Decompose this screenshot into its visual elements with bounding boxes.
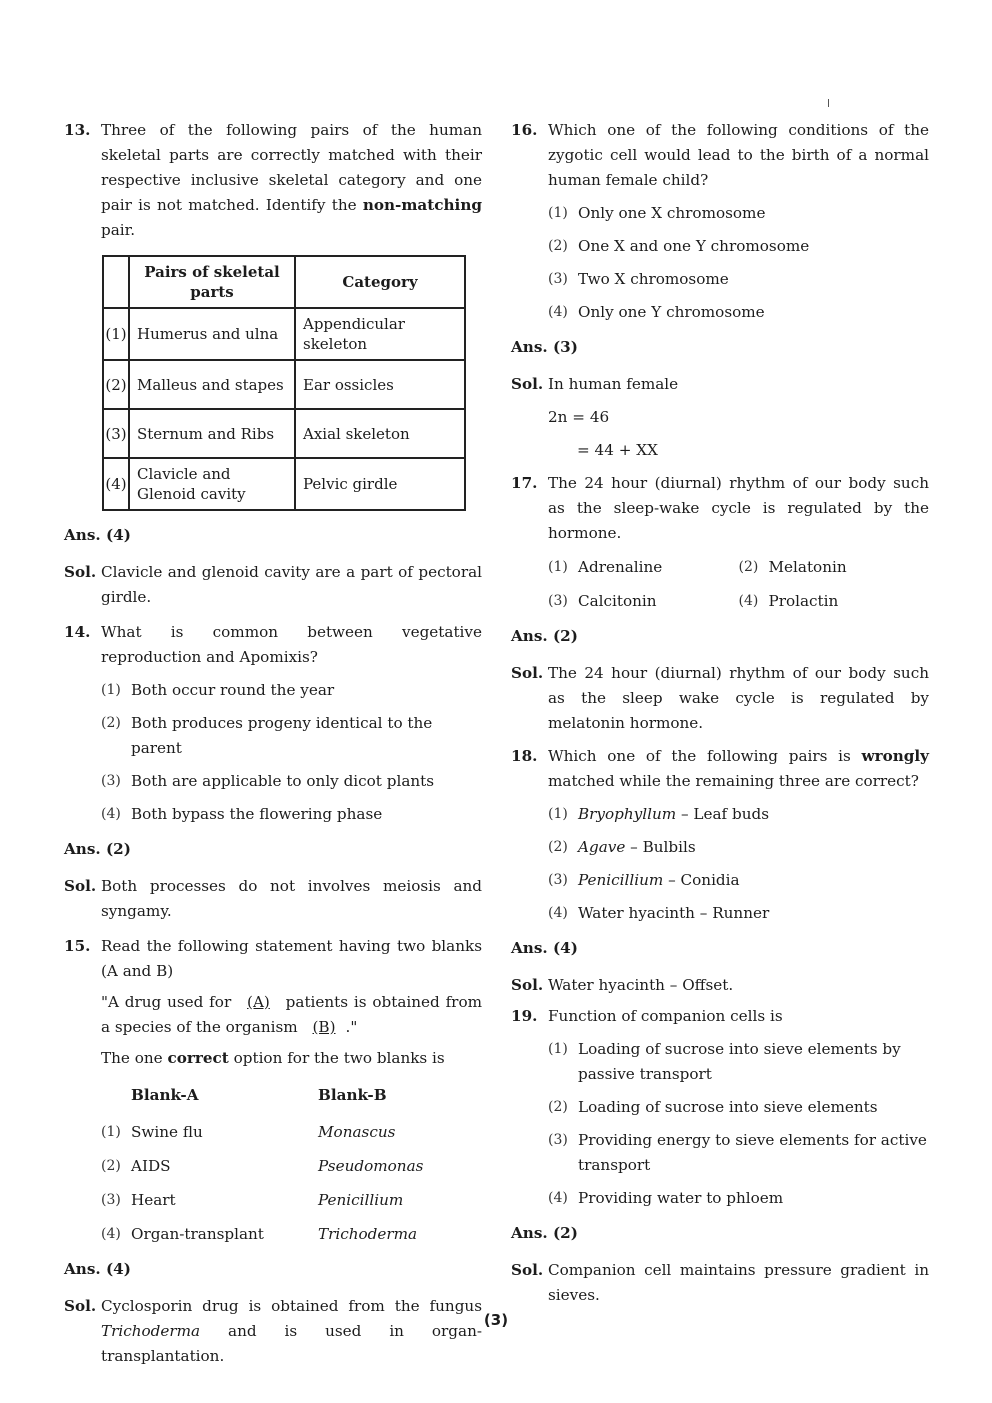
header-category: Category xyxy=(295,256,465,308)
option: (2) Agave – Bulbils xyxy=(548,838,696,856)
solution-15: Sol. Cyclosporin drug is obtained from the fungus Trichoderma and is used in organ-transplantation. xyxy=(64,1297,482,1365)
option-row xyxy=(511,555,929,580)
option: (4) Prolactin xyxy=(738,592,839,610)
option: (3) Two X chromosome xyxy=(548,270,729,288)
question-number: 14. xyxy=(64,623,91,641)
question-number: 19. xyxy=(511,1007,538,1025)
blank-headers: Blank-A Blank-B xyxy=(131,1086,387,1104)
option: (3) Providing energy to sieve elements for active transport xyxy=(548,1131,927,1174)
option: (4) Only one Y chromosome xyxy=(548,303,765,321)
answer-16: Ans. (3) xyxy=(511,338,578,356)
question-13: 13. Three of the following pairs of the human skeletal parts are correctly matched with their respective inclusive skeletal category and one pair is not matched. Identify the non-matching pair. xyxy=(64,118,482,243)
option: (1) Only one X chromosome xyxy=(548,204,766,222)
option: (3) Heart Penicillium xyxy=(101,1191,404,1209)
right-column xyxy=(511,118,929,1314)
option: (1) Swine flu Monascus xyxy=(101,1123,396,1141)
solution-13: Sol. Clavicle and glenoid cavity are a part of pectoral girdle. xyxy=(64,563,482,606)
option: (1) Adrenaline xyxy=(548,558,663,576)
option: (3) Both are applicable to only dicot plants xyxy=(101,772,435,790)
equation-line: = 44 + XX xyxy=(577,441,658,459)
table-row: (2) Malleus and stapes Ear ossicles xyxy=(103,360,465,409)
option: (2) Both produces progeny identical to the parent xyxy=(101,714,433,757)
equation-line: 2n = 46 xyxy=(548,408,610,426)
question-number: 16. xyxy=(511,121,538,139)
question-18: 18. Which one of the following pairs is wrongly matched while the remaining three are correct? xyxy=(511,744,929,794)
option: (4) Providing water to phloem xyxy=(548,1189,784,1207)
table-row: (1) Humerus and ulna Appendicular skeleton xyxy=(103,308,465,360)
question-number: 15. xyxy=(64,937,91,955)
answer-17: Ans. (2) xyxy=(511,627,578,645)
question-15: 15. Read the following statement having two blanks (A and B) xyxy=(64,934,482,984)
statement-15: "A drug used for (A) patients is obtained from a species of the organism (B) ." xyxy=(101,993,482,1036)
question-19: 19. Function of companion cells is xyxy=(511,1004,929,1029)
question-14: 14. What is common between vegetative reproduction and Apomixis? xyxy=(64,620,482,670)
prompt-15: The one correct option for the two blanks is xyxy=(101,1049,445,1067)
solution-16: Sol. In human female xyxy=(511,375,679,393)
blank-a: (A) xyxy=(247,993,270,1011)
table-row: (3) Sternum and Ribs Axial skeleton xyxy=(103,409,465,458)
answer-14: Ans. (2) xyxy=(64,840,131,858)
option: (3) Penicillium – Conidia xyxy=(548,871,740,889)
option: (1) Loading of sucrose into sieve elements by passive transport xyxy=(548,1040,901,1083)
option: (4) Organ-transplant Trichoderma xyxy=(101,1225,418,1243)
question-number: 17. xyxy=(511,474,538,492)
question-number: 18. xyxy=(511,747,538,765)
table-row: (4) Clavicle and Glenoid cavity Pelvic girdle xyxy=(103,458,465,510)
option-row xyxy=(511,589,929,614)
left-column xyxy=(64,118,482,1375)
answer-19: Ans. (2) xyxy=(511,1224,578,1242)
question-17: 17. The 24 hour (diurnal) rhythm of our body such as the sleep-wake cycle is regulated by the hormone. xyxy=(511,471,929,546)
blank-b: (B) xyxy=(312,1018,336,1036)
solution-17: Sol. The 24 hour (diurnal) rhythm of our body such as the sleep wake cycle is regulated by melatonin hormone. xyxy=(511,664,929,732)
answer-13: Ans. (4) xyxy=(64,526,131,544)
option: (3) Calcitonin xyxy=(548,592,657,610)
option: (2) Melatonin xyxy=(738,558,847,576)
header-pairs: Pairs of skeletal parts xyxy=(129,256,295,308)
option: (4) Water hyacinth – Runner xyxy=(548,904,770,922)
option: (1) Both occur round the year xyxy=(101,681,335,699)
option: (2) One X and one Y chromosome xyxy=(548,237,810,255)
question-16: 16. Which one of the following conditions of the zygotic cell would lead to the birth of a normal human female child? xyxy=(511,118,929,193)
option: (1) Bryophyllum – Leaf buds xyxy=(548,805,769,823)
solution-19: Sol. Companion cell maintains pressure gradient in sieves. xyxy=(511,1261,929,1304)
option: (4) Both bypass the flowering phase xyxy=(101,805,383,823)
skeletal-table xyxy=(102,255,466,511)
option: (2) Loading of sucrose into sieve elements xyxy=(548,1098,878,1116)
question-number: 13. xyxy=(64,121,91,139)
answer-18: Ans. (4) xyxy=(511,939,578,957)
table-header-row xyxy=(103,256,465,308)
option: (2) AIDS Pseudomonas xyxy=(101,1157,424,1175)
page-number: (3) xyxy=(483,1311,509,1329)
solution-14: Sol. Both processes do not involves meiosis and syngamy. xyxy=(64,877,482,920)
answer-15: Ans. (4) xyxy=(64,1260,131,1278)
solution-18: Sol. Water hyacinth – Offset. xyxy=(511,976,734,994)
margin-tick-mark xyxy=(828,99,829,107)
